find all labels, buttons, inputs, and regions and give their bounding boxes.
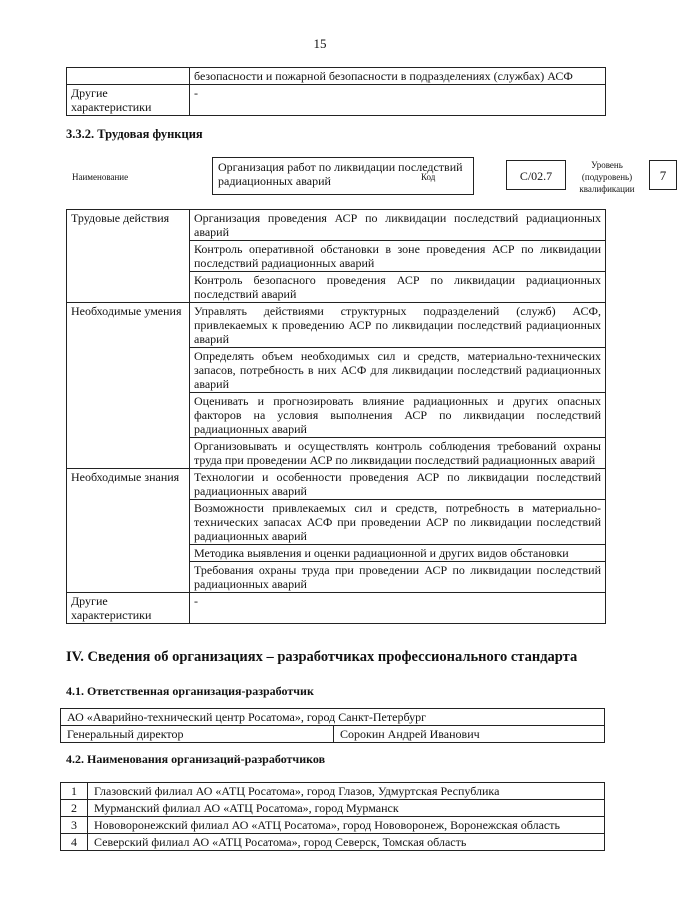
developer-name: Мурманский филиал АО «АТЦ Росатома», город Мурманск (88, 800, 605, 817)
labor-actions-label: Трудовые действия (67, 210, 190, 303)
knowledge-item: Технологии и особенности проведения АСР по ликвидации последствий радиационных аварий (190, 469, 606, 500)
knowledge-label: Необходимые знания (67, 469, 190, 593)
developer-number: 3 (61, 817, 88, 834)
other-characteristics-value: - (190, 593, 606, 624)
developer-name: Глазовский филиал АО «АТЦ Росатома», город Глазов, Удмуртская Республика (88, 783, 605, 800)
function-title: Организация работ по ликвидации последствий радиационных аварий (212, 157, 474, 195)
section-42-heading: 4.2. Наименования организаций-разработчиков (66, 752, 326, 766)
function-code: С/02.7 (506, 160, 566, 190)
code-label: Код (421, 172, 436, 182)
developer-name: Северский филиал АО «АТЦ Росатома», город Северск, Томская область (88, 834, 605, 851)
top-empty-cell (67, 68, 190, 85)
knowledge-item: Возможности привлекаемых сил и средств, потребность в материально-технических запасах АСФ при проведении АСР по ликвидации последствий радиационных аварий (190, 500, 606, 545)
labor-action-item: Контроль безопасного проведения АСР по ликвидации радиационных последствий аварий (190, 272, 606, 303)
other-characteristics-label: Другие характеристики (67, 593, 190, 624)
responsible-org-table (60, 708, 605, 743)
top-table (66, 67, 606, 116)
knowledge-item: Методика выявления и оценки радиационной и других видов обстановки (190, 545, 606, 562)
page-number: 15 (313, 36, 327, 51)
developer-number: 2 (61, 800, 88, 817)
skill-item: Управлять действиями структурных подразделений (служб) АСФ, привлекаемых к проведению АСР по ликвидации последствий радиационных аварий (190, 303, 606, 348)
responsible-org-name: АО «Аварийно-технический центр Росатома», город Санкт-Петербург (61, 709, 605, 726)
developers-table (60, 782, 605, 851)
labor-action-item: Контроль оперативной обстановки в зоне проведения АСР по ликвидации последствий радиационных аварий (190, 241, 606, 272)
labor-action-item: Организация проведения АСР по ликвидации последствий радиационных аварий (190, 210, 606, 241)
developer-name: Нововоронежский филиал АО «АТЦ Росатома», город Нововоронеж, Воронежская область (88, 817, 605, 834)
director-title: Генеральный директор (61, 726, 334, 743)
top-other-label: Другие характеристики (67, 85, 190, 116)
knowledge-item: Требования охраны труда при проведении АСР по ликвидации последствий радиационных аварий (190, 562, 606, 593)
function-table (66, 209, 606, 624)
skill-item: Определять объем необходимых сил и средств, материально-технических запасов, потребность в них АСФ для ликвидации последствий радиационных аварий (190, 348, 606, 393)
section-41-heading: 4.1. Ответственная организация-разработчик (66, 684, 314, 698)
skill-item: Организовывать и осуществлять контроль соблюдения требований охраны труда при проведении АСР по ликвидации последствий радиационных аварий (190, 438, 606, 469)
skill-item: Оценивать и прогнозировать влияние радиационных и других опасных факторов на условия выполнения АСР по ликвидации последствий радиационных аварий (190, 393, 606, 438)
director-name: Сорокин Андрей Иванович (334, 726, 605, 743)
section-iv-heading: IV. Сведения об организациях – разработчиках профессионального стандарта (66, 649, 578, 665)
function-header (66, 155, 667, 205)
developer-number: 1 (61, 783, 88, 800)
top-continuation-text: безопасности и пожарной безопасности в подразделениях (службах) АСФ (190, 68, 606, 85)
top-other-value: - (190, 85, 606, 116)
skills-label: Необходимые умения (67, 303, 190, 469)
name-label: Наименование (72, 172, 129, 182)
developer-number: 4 (61, 834, 88, 851)
section-332-heading: 3.3.2. Трудовая функция (66, 127, 203, 141)
qualification-level: 7 (649, 160, 677, 190)
level-label: Уровень (подуровень) квалификации (579, 160, 635, 194)
